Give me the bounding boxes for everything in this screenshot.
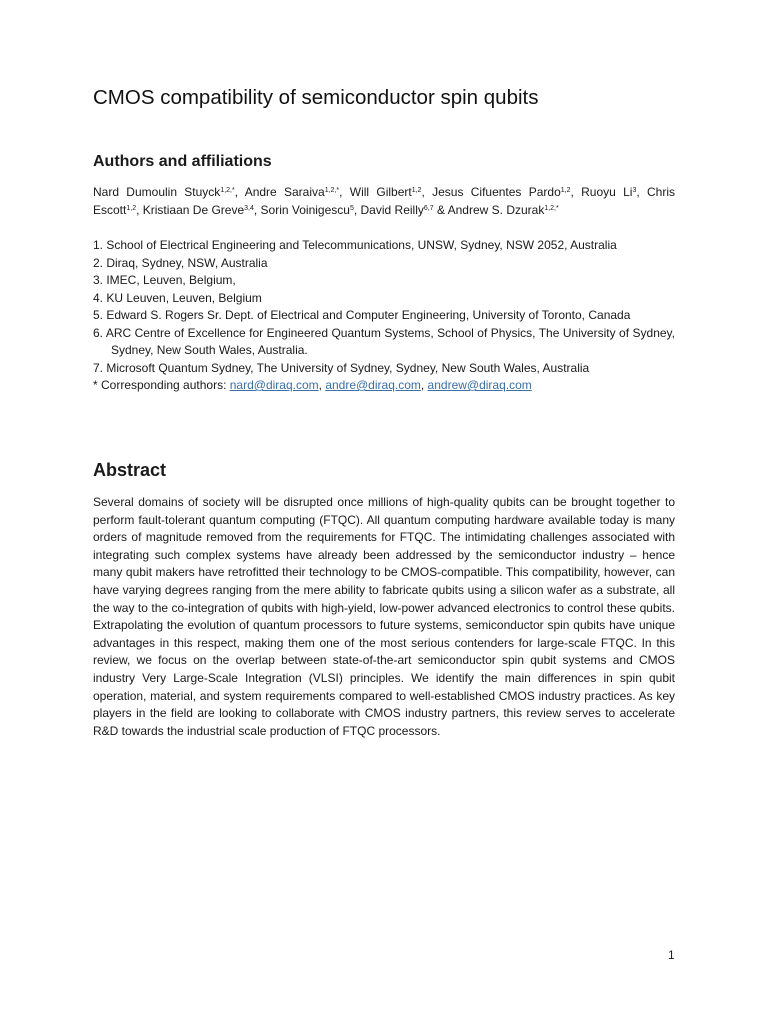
author [93,185,245,199]
email-link-nard[interactable]: nard@diraq.com [229,378,319,392]
affiliation-item: 4. KU Leuven, Leuven, Belgium [93,290,262,305]
affiliation-item: 1. School of Electrical Engineering and Telecommunications, UNSW, Sydney, NSW 2052, Australia [93,238,617,252]
author [432,185,581,199]
author [581,185,647,199]
author-affiliation-marks: 5 [349,204,354,212]
affiliation-list [93,237,675,395]
affiliation-item: 3. IMEC, Leuven, Belgium, [93,273,236,287]
author-affiliation-marks: 6,7 [423,204,434,212]
author-separator: , [253,202,261,217]
author-name: Chris Escott [93,185,676,217]
author-name: Jesus Cifuentes Pardo [432,185,561,199]
author-list [93,184,675,219]
author-name: Will Gilbert [349,185,412,199]
page-number: 1 [668,948,675,962]
author [448,203,559,217]
author [245,185,350,199]
author-separator: & [433,202,448,217]
affiliation-item: 2. Diraq, Sydney, NSW, Australia [93,255,268,270]
abstract-heading: Abstract [93,460,167,480]
email-link-andre[interactable]: andre@diraq.com [325,378,421,392]
author-name: Andrew S. Dzurak [447,202,545,217]
author-separator: , [234,185,245,199]
author-affiliation-marks: 1,2 [411,187,422,194]
author-name: Andre Saraiva [244,185,325,199]
corresponding-authors: * Corresponding authors: nard@diraq.com, andre@diraq.com, andrew@diraq.com [93,378,532,392]
author-separator: , [353,202,361,217]
authors-heading: Authors and affiliations [93,153,272,170]
author-separator: , [136,202,143,217]
abstract-text: Several domains of society will be disrupted once millions of high-quality qubits can be brought together to perform fault-tolerant quantum computing (FTQC). All quantum computing hardware available today is many orders of magnitude removed from the requirements for FTQC. The intimidating challenges associated with integrating such complex systems have already been addressed by the semiconductor industry – hence many qubit makers have retrofitted their technology to be CMOS-compatible. This compatibility, however, can have varying degrees ranging from the mere ability to fabricate qubits using a silicon wafer as a substrate, all the way to the co-integration of qubits with high-yield, low-power advanced electronics to control these qubits. Extrapolating the evolution of quantum processors to future systems, semiconductor spin qubits have unique advantages in this respect, making them one of the most serious contenders for large-scale FTQC. In this review, we focus on the overlap between state-of-the-art semiconductor spin qubit systems and CMOS industry Very Large-Scale Integration (VLSI) principles. We identify the main differences in spin qubit operation, material, and system requirements compared to well-established CMOS industry practices. As key players in the field are looking to collaborate with CMOS industry partners, this review serves to accelerate R&D towards the industrial scale production of FTQC processors. [93,495,675,738]
author-name: Kristiaan De Greve [142,202,245,217]
corresponding-label: * Corresponding authors: [93,378,230,392]
author [350,185,432,199]
author-affiliation-marks: 1,2,* [544,204,559,212]
paper-title: CMOS compatibility of semiconductor spin qubits [93,86,539,109]
author-name: Ruoyu Li [581,185,633,199]
affiliation-item: 6. ARC Centre of Excellence for Engineered Quantum Systems, School of Physics, The University of Sydney, Sydney, New South Wales, Australia. [93,325,675,357]
author-affiliation-marks: 1,2 [126,204,137,212]
author-affiliation-marks: 1,2,* [220,187,235,194]
author-separator: , [421,185,433,199]
author-affiliation-marks: 1,2,* [324,187,340,194]
author [261,203,361,217]
affiliation-item: 5. Edward S. Rogers Sr. Dept. of Electrical and Computer Engineering, University of Toronto, Canada [93,308,631,322]
author-affiliation-marks: 3,4 [244,204,254,212]
author-separator: , [339,185,350,199]
email-link-andrew[interactable]: andrew@diraq.com [427,378,532,392]
author-separator: , [570,185,582,199]
author-separator: , [636,185,647,199]
author [143,203,261,217]
author-name: David Reilly [360,202,424,217]
author-name: Sorin Voinigescu [260,202,350,217]
author-affiliation-marks: 3 [632,187,637,194]
author [361,203,448,217]
author-affiliation-marks: 1,2 [560,187,571,194]
author-name: Nard Dumoulin Stuyck [93,185,221,199]
affiliation-item: 7. Microsoft Quantum Sydney, The University of Sydney, Sydney, New South Wales, Australia [93,360,590,375]
